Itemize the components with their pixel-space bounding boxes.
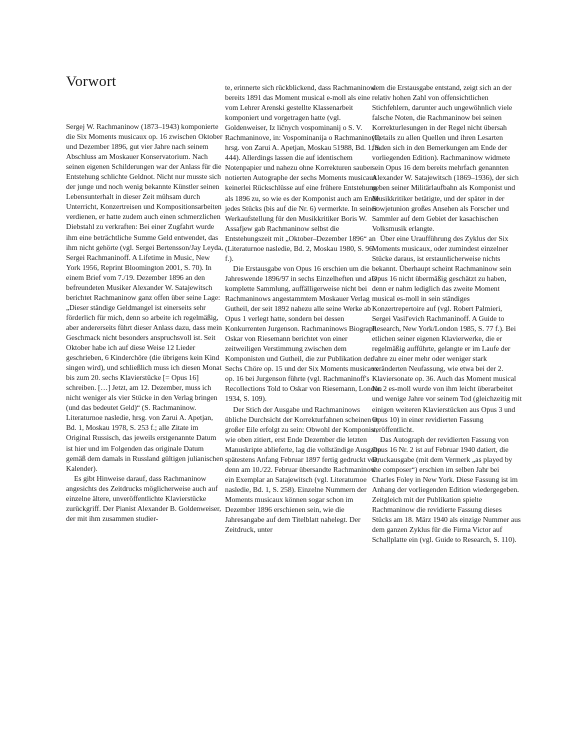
page-title: Vorwort [66, 74, 117, 90]
paragraph: Es gibt Hinweise darauf, dass Rachmaninow angesichts des Zeitdrucks möglicherweise auch auf einzelne ältere, unveröffentlichte Klavierstücke zurückgriff. Der Pianist Alexander B. Goldenweiser, der mit ihm zusammen studier- [66, 473, 222, 523]
text-column-2 [225, 83, 383, 535]
paragraph: Sergej W. Rachmaninow (1873–1943) komponierte die Six Moments musicaux op. 16 zwischen Oktober und Dezember 1896, gut vier Jahre nach seinem Abschluss am Moskauer Konservatorium. Nach seinen eigenen Schilderungen war der Anlass für die Entstehung schlichte Geldnot. Nicht nur musste sich der junge und noch wenig bekannte Künstler seinen Lebensunterhalt in dieser Zeit mühsam durch Unterricht, Konzertreisen und Kompositionsarbeiten verdienen, er hatte zudem auch einen schmerzlichen Diebstahl zu verkraften: Bei einer Zugfahrt wurde ihm eine beträchtliche Summe Geld entwendet, das ihm nicht gehörte (vgl. Sergei Bertensson/Jay Leyda, Sergei Rachmaninoff. A Lifetime in Music, New York 1956, Reprint Bloomington 2001, S. 70). In einem Brief vom 7./19. Dezember 1896 an den befreundeten Musiker Alexander W. Satajewitsch berichtet Rachmaninow ganz offen über seine Lage: „Dieser ständige Geldmangel ist einerseits sehr förderlich für mich, denn so arbeite ich regelmäßig, aber andererseits führt dieser Anlass dazu, dass mein Geschmack nicht besonders anspruchsvoll ist. Seit Oktober habe ich auf diese Weise 12 Lieder geschrieben, 6 Kinderchöre (die übrigens kein Kind singen wird), und schließlich muss ich diesen Monat bis zum 20. sechs Klavierstücke [= Opus 16] schreiben. […] Jetzt, am 12. Dezember, muss ich nicht weniger als vier Stücke in den Verlag bringen (und das bedeutet Geld)“ (S. Rachmaninow. Literaturnoe nasledie, hrsg. von Zarui A. Apetjan, Bd. 1, Moskau 1978, S. 253 f.; alle Zitate im Original Russisch, das jeweils erstgenannte Datum ist hier und im Folgenden das originale Datum gemäß dem damals in Russland gültigen julianischen Kalender). [66, 122, 224, 473]
text-column-1 [66, 122, 224, 524]
paragraph: Über eine Uraufführung des Zyklus der Six Moments musicaux, oder zumindest einzelner Stücke daraus, ist erstaunlicherweise nichts bekannt. Überhaupt scheint Rachmaninow sein Opus 16 nicht übermäßig geschätzt zu haben, denn er nahm lediglich das zweite Moment musical es-moll in sein ständiges Konzertrepertoire auf (vgl. Robert Palmieri, Sergei Vasil'evich Rachmaninoff. A Guide to Research, New York/London 1985, S. 77 f.). Bei etlichen seiner eigenen Klavierwerke, die er regelmäßig aufführte, gelangte er im Laufe der Jahre zu einer mehr oder weniger stark veränderten Neufassung, wie etwa bei der 2. Klaviersonate op. 36. Auch das Moment musical Nr. 2 es-moll wurde von ihm leicht überarbeitet und wenige Jahre vor seinem Tod (gleichzeitig mit einigen weiteren Klavierstücken aus Opus 3 und Opus 10) in einer revidierten Fassung veröffentlicht. [372, 233, 522, 434]
paragraph: Das Autograph der revidierten Fassung von Opus 16 Nr. 2 ist auf Februar 1940 datiert, die Druckausgabe (mit dem Vermerk „as played by the composer“) erschien im selben Jahr bei Charles Foley in New York. Diese Fassung ist im Anhang der vorliegenden Edition wiedergegeben. Zeitgleich mit der Publikation spielte Rachmaninow die revidierte Fassung dieses Stücks am 18. März 1940 als einzige Nummer aus dem ganzen Zyklus für die Firma Victor auf Schallplatte ein (vgl. Guide to Research, S. 110). [372, 434, 521, 545]
paragraph: te, erinnerte sich rückblickend, dass Rachmaninow bereits 1891 das Moment musical e-moll als eine vom Lehrer Arenski gestellte Klassenarbeit komponiert und vorgetragen hatte (vgl. Goldenweiser, Iz ličnych vospominanij o S. V. Rachmaninove, in: Vospominanija o Rachmaninove, hrsg. von Zarui A. Apetjan, Moskau 51988, Bd. 1, S. 444). Allerdings lassen die auf identischem Notenpapier und nahezu ohne Korrekturen sauber notierten Autographe der sechs Moments musicaux keinerlei Rückschlüsse auf eine frühere Entstehung als 1896 zu, so wie es der Komponist auch am Ende jedes Stücks (bis auf die Nr. 6) vermerkte. In seiner Werkaufstellung für den Musikkritiker Boris W. Assafjew gab Rachmaninow selbst die Entstehungszeit mit „Oktober–Dezember 1896“ an (Literaturnoe nasledie, Bd. 2, Moskau 1980, S. 96 f.). [225, 83, 382, 263]
paragraph: Die Erstausgabe von Opus 16 erschien um die Jahreswende 1896/97 in sechs Einzelheften und als komplette Sammlung, auffälligerweise nicht bei Rachmaninows angestammtem Moskauer Verlag Gutheil, der seit 1892 nahezu alle seine Werke ab Opus 1 verlegt hatte, sondern bei dessen Konkurrenten Jurgenson. Rachmaninows Biograph Oskar von Riesemann berichtet von einer zeitweiligen Verstimmung zwischen dem Komponisten und Gutheil, die zur Publikation der Sechs Chöre op. 15 und der Six Moments musicaux op. 16 bei Jurgenson führte (vgl. Rachmaninoff's Recollections Told to Oskar von Riesemann, London 1934, S. 109). [225, 263, 382, 404]
text-column-3 [372, 83, 522, 545]
paragraph: dem die Erstausgabe entstand, zeigt sich an der relativ hohen Zahl von offensichtlichen Stichfehlern, darunter auch ungewöhnlich viele falsche Noten, die Rachmaninow bei seinen Korrekturlesungen in der Regel nicht übersah (Details zu allen Quellen und ihren Lesarten finden sich in den Bemerkungen am Ende der vorliegenden Edition). Rachmaninow widmete sein Opus 16 dem bereits mehrfach genannten Alexander W. Satajewitsch (1869–1936), der sich neben seiner Militärlaufbahn als Komponist und Musikkritiker betätigte, und der später in der Sowjetunion großes Ansehen als Forscher und Sammler auf dem Gebiet der kasachischen Volksmusik erlangte. [372, 83, 519, 233]
paragraph: Der Stich der Ausgabe und Rachmaninows übliche Durchsicht der Korrekturfahnen scheinen in großer Eile erfolgt zu sein: Obwohl der Komponist, wie oben zitiert, erst Ende Dezember die letzten Manuskripte ablieferte, lag die vollständige Ausgabe spätestens Anfang Februar 1897 fertig gedruckt vor, denn am 10./22. Februar übersandte Rachmaninow ein Exemplar an Satajewitsch (vgl. Literaturnoe nasledie, Bd. 1, S. 258). Einzelne Nummern der Moments musicaux können sogar schon im Dezember 1896 erschienen sein, wie die Jahresangabe auf dem Titelblatt nahelegt. Der Zeitdruck, unter [225, 404, 381, 535]
